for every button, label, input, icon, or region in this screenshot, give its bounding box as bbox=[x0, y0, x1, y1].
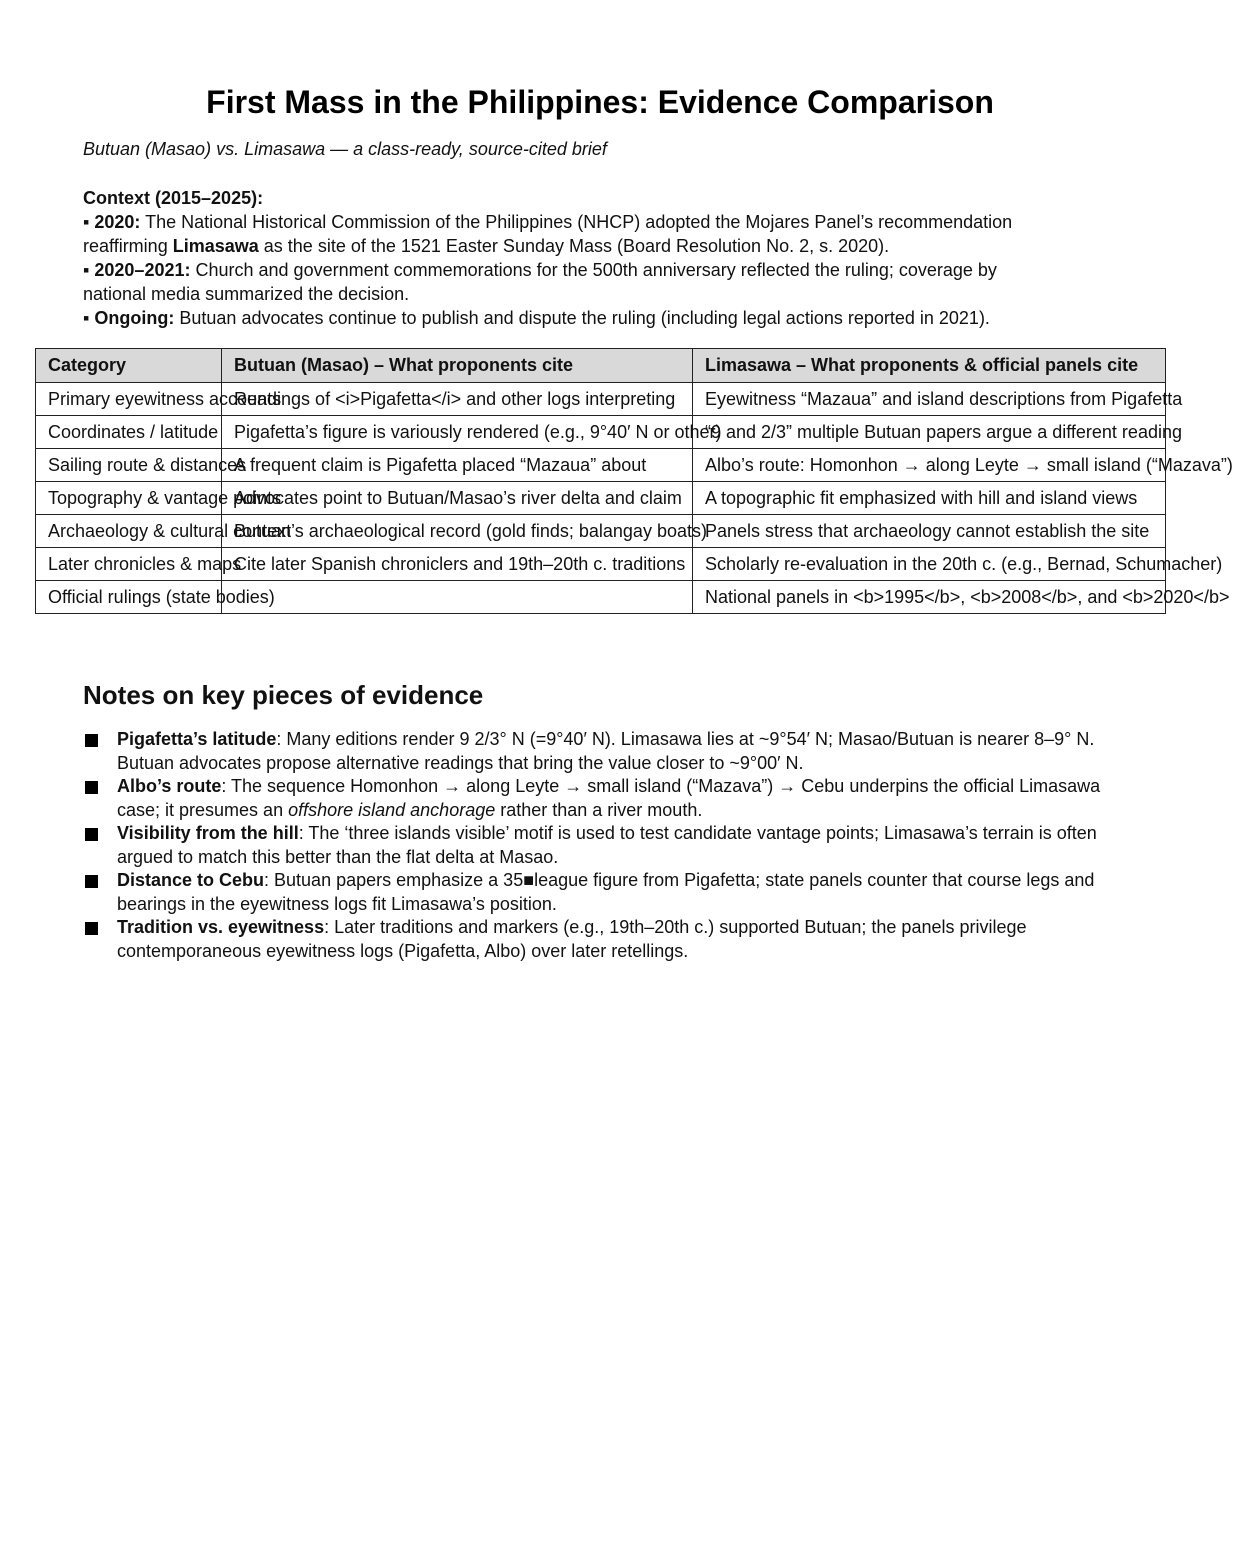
context-item-text: as the site of the 1521 Easter Sunday Mass (Board Resolution No. 2, s. 2020). bbox=[263, 236, 890, 256]
table-header-row bbox=[36, 349, 1166, 383]
page-subtitle: Butuan (Masao) vs. Limasawa — a class-ready, source-cited brief bbox=[83, 139, 607, 159]
table-cell: Primary eyewitness accounts bbox=[36, 383, 222, 416]
square-bullet-icon bbox=[85, 922, 98, 935]
note-label: Visibility from the hill bbox=[117, 823, 299, 843]
table-cell: A topographic fit emphasized with hill and island views bbox=[693, 482, 1166, 515]
context-section bbox=[83, 186, 1143, 330]
table-cell: Sailing route & distances bbox=[36, 449, 222, 482]
table-cell: A frequent claim is Pigafetta placed “Mazaua” about bbox=[222, 449, 693, 482]
column-header-limasawa: Limasawa – What proponents & official panels cite bbox=[693, 349, 1166, 383]
list-item bbox=[83, 916, 1143, 963]
table-cell: Cite later Spanish chroniclers and 19th–20th c. traditions bbox=[222, 548, 693, 581]
table-cell: Scholarly re-evaluation in the 20th c. (e.g., Bernad, Schumacher) bbox=[693, 548, 1166, 581]
table-row bbox=[36, 581, 1166, 614]
context-item-label: 2020–2021: bbox=[94, 260, 191, 280]
table-row bbox=[36, 548, 1166, 581]
list-item bbox=[83, 728, 1143, 775]
context-item-2020-2021: ▪ 2020–2021: Church and government commemorations for the 500th anniversary reflected the ruling; coverage by bbox=[83, 260, 997, 280]
table-cell: Topography & vantage points bbox=[36, 482, 222, 515]
context-item-ongoing: ▪ Ongoing: Butuan advocates continue to publish and dispute the ruling (including legal actions reported in 2021). bbox=[83, 308, 990, 328]
page-title: First Mass in the Philippines: Evidence Comparison bbox=[206, 84, 994, 120]
table-row bbox=[36, 416, 1166, 449]
table-cell: Pigafetta’s figure is variously rendered (e.g., 9°40′ N or other) bbox=[222, 416, 693, 449]
table-cell: National panels in <b>1995</b>, <b>2008</b>, and <b>2020</b> bbox=[693, 581, 1166, 614]
context-item-text: Butuan advocates continue to publish and dispute the ruling (including legal actions reported in 2021). bbox=[179, 308, 990, 328]
context-heading: Context (2015–2025): bbox=[83, 188, 264, 208]
notes-heading: Notes on key pieces of evidence bbox=[83, 680, 484, 710]
notes-list bbox=[83, 728, 1143, 963]
table-cell: Butuan’s archaeological record (gold finds; balangay boats) bbox=[222, 515, 693, 548]
square-bullet-icon bbox=[85, 781, 98, 794]
column-header-category: Category bbox=[36, 349, 222, 383]
table-row bbox=[36, 383, 1166, 416]
table-cell: Later chronicles & maps bbox=[36, 548, 222, 581]
table-cell: Albo’s route: Homonhon → along Leyte → small island (“Mazava”) bbox=[693, 449, 1166, 482]
note-label: Distance to Cebu bbox=[117, 870, 265, 890]
column-header-butuan: Butuan (Masao) – What proponents cite bbox=[222, 349, 693, 383]
table-cell: “9 and 2/3” multiple Butuan papers argue a different reading bbox=[693, 416, 1166, 449]
square-bullet-icon bbox=[85, 875, 98, 888]
note-text: : Later traditions and markers (e.g., 19th–20th c.) supported Butuan; the panels privilege contemporaneous eyewitness logs (Pigafetta, Albo) over later retellings. bbox=[117, 917, 1027, 961]
table-cell: Advocates point to Butuan/Masao’s river delta and claim bbox=[222, 482, 693, 515]
context-item-text: national media summarized the decision. bbox=[83, 284, 410, 304]
context-item-2020-2021-cont bbox=[83, 282, 1143, 306]
table-cell: Eyewitness “Mazaua” and island descriptions from Pigafetta bbox=[693, 383, 1166, 416]
table-cell bbox=[222, 581, 693, 614]
list-item bbox=[83, 869, 1143, 916]
note-text: : The sequence Homonhon → along Leyte → small island (“Mazava”) → Cebu underpins the official Limasawa case; it presumes an bbox=[117, 776, 1101, 820]
note-label: Albo’s route bbox=[117, 776, 222, 796]
evidence-table bbox=[35, 348, 1233, 614]
table-row bbox=[36, 449, 1166, 482]
table-row bbox=[36, 515, 1166, 548]
note-label: Tradition vs. eyewitness bbox=[117, 917, 325, 937]
square-bullet-icon bbox=[85, 734, 98, 747]
table-row bbox=[36, 482, 1166, 515]
context-item-label: Ongoing: bbox=[94, 308, 175, 328]
table-cell: Coordinates / latitude bbox=[36, 416, 222, 449]
table-cell: Official rulings (state bodies) bbox=[36, 581, 222, 614]
note-emphasis: offshore island anchorage bbox=[288, 799, 496, 820]
context-item-text: Church and government commemorations for the 500th anniversary reflected the ruling; coverage by bbox=[195, 260, 997, 280]
context-item-2020-cont bbox=[83, 234, 1143, 258]
note-text: : Butuan papers emphasize a 35■league figure from Pigafetta; state panels counter that course legs and bearings in the eyewitness logs fit Limasawa’s position. bbox=[117, 870, 1095, 914]
table-cell: Panels stress that archaeology cannot establish the site bbox=[693, 515, 1166, 548]
list-item bbox=[83, 822, 1143, 869]
context-item-text: reaffirming bbox=[83, 236, 168, 256]
note-text: : Many editions render 9 2/3° N (=9°40′ N). Limasawa lies at ~9°54′ N; Masao/Butuan is nearer 8–9° N. Butuan advocates propose alternative readings that bring the value closer to ~9°00′ N. bbox=[117, 729, 1095, 773]
note-text: rather than a river mouth. bbox=[495, 799, 703, 820]
note-label: Pigafetta’s latitude bbox=[117, 729, 277, 749]
context-item-text: The National Historical Commission of the Philippines (NHCP) adopted the Mojares Panel’s recommendation bbox=[145, 212, 1013, 232]
context-item-label: 2020: bbox=[94, 212, 141, 232]
evidence-table-container bbox=[35, 348, 1233, 614]
square-bullet-icon bbox=[85, 828, 98, 841]
table-cell: Readings of <i>Pigafetta</i> and other logs interpreting bbox=[222, 383, 693, 416]
table-cell: Archaeology & cultural context bbox=[36, 515, 222, 548]
context-item-emphasis: Limasawa bbox=[172, 236, 259, 256]
list-item bbox=[83, 775, 1143, 822]
context-item-2020: ▪ 2020: The National Historical Commission of the Philippines (NHCP) adopted the Mojares Panel’s recommendation bbox=[83, 212, 1013, 232]
note-text: : The ‘three islands visible’ motif is used to test candidate vantage points; Limasawa’s terrain is often argued to match this better than the flat delta at Masao. bbox=[117, 823, 1097, 867]
